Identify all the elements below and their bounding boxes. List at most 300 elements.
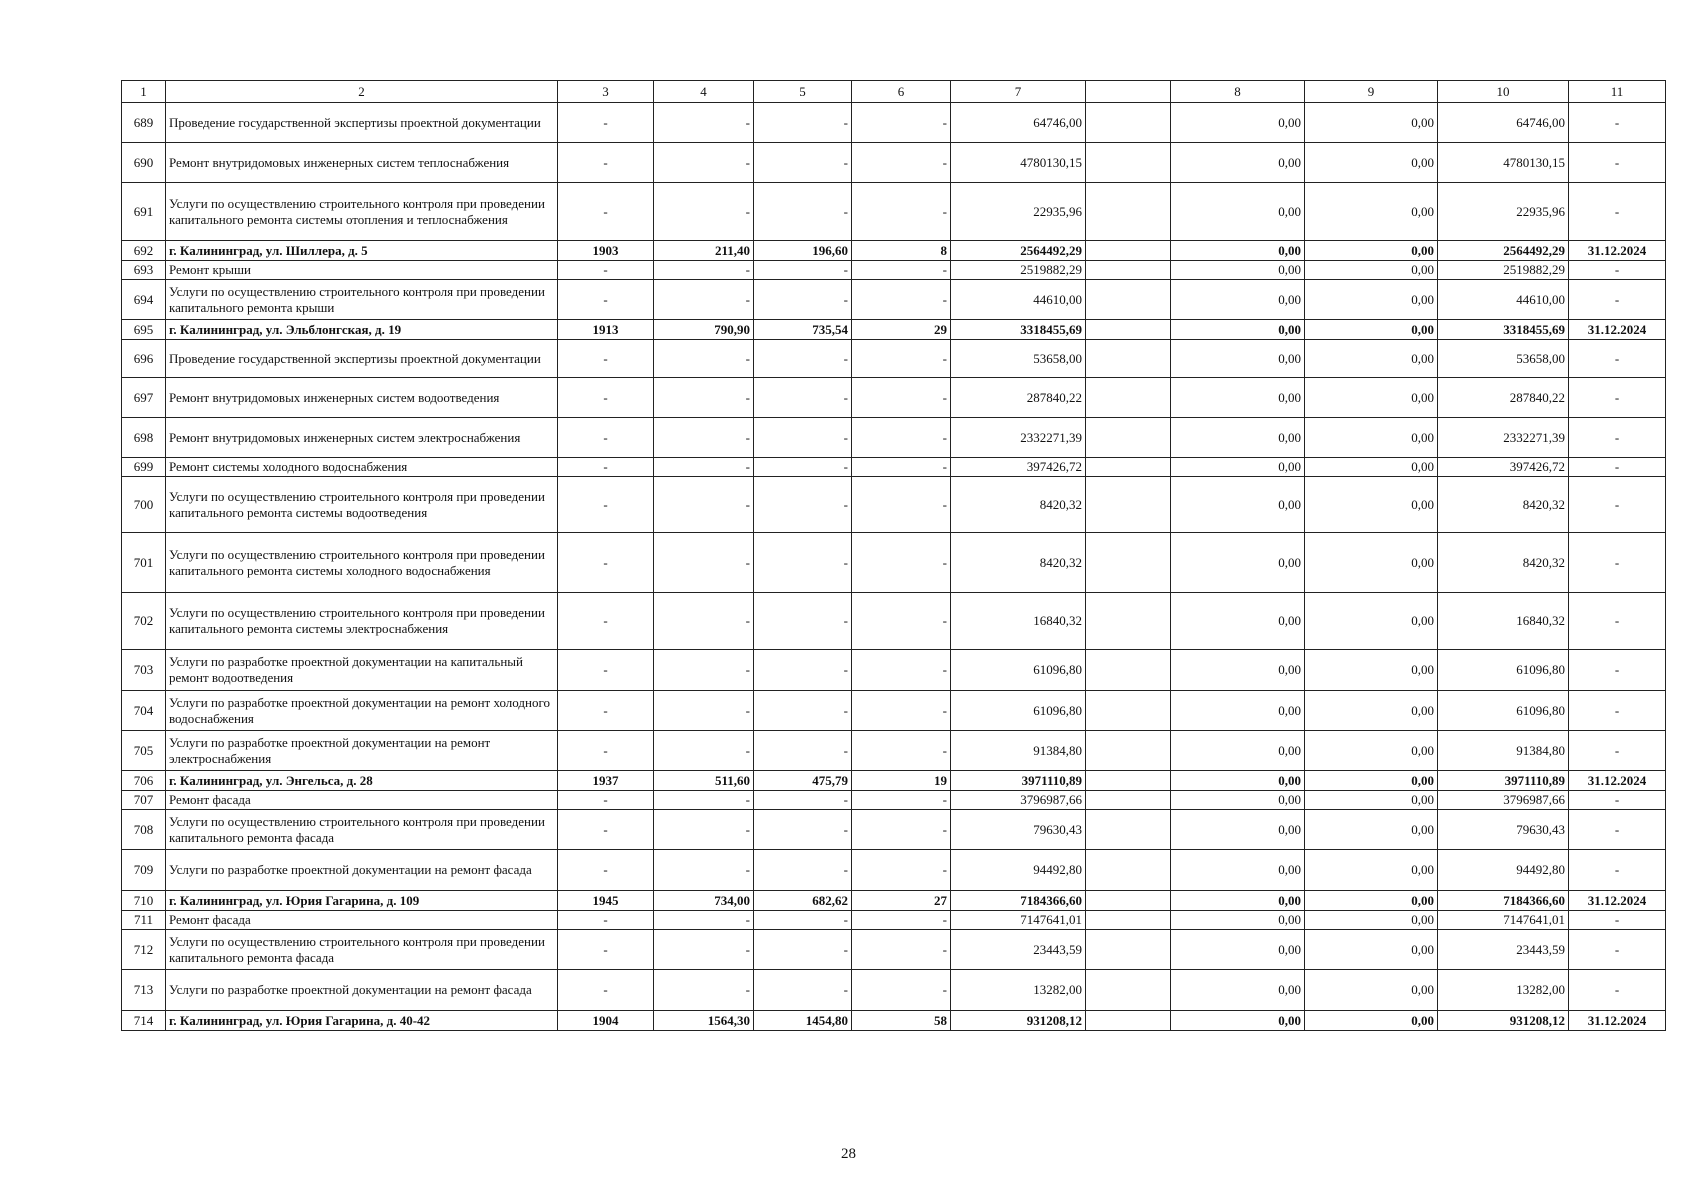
work-name-cell: Услуги по осуществлению строительного контроля при проведении капитального ремонта фасада [166,930,558,970]
owner-funds-cell: 94492,80 [1438,850,1569,891]
blank-cell [1086,593,1171,650]
year-cell: 1913 [558,320,654,340]
work-name-cell: г. Калининград, ул. Юрия Гагарина, д. 40-42 [166,1011,558,1031]
year-cell: - [558,791,654,810]
deadline-cell: - [1569,280,1666,320]
work-name-cell: Услуги по разработке проектной документации на ремонт холодного водоснабжения [166,691,558,731]
total-cost-cell: 7147641,01 [951,911,1086,930]
residents-count-cell: - [852,970,951,1011]
residents-count-cell: - [852,477,951,533]
year-cell: - [558,911,654,930]
fund-support-cell: 0,00 [1171,183,1305,241]
deadline-cell: - [1569,418,1666,458]
fund-support-cell: 0,00 [1171,261,1305,280]
total-area-cell: - [654,593,754,650]
total-cost-cell: 79630,43 [951,810,1086,850]
header-cell-10: 10 [1438,81,1569,103]
deadline-cell: - [1569,533,1666,593]
total-cost-cell: 61096,80 [951,650,1086,691]
fund-support-cell: 0,00 [1171,691,1305,731]
total-area-cell: 211,40 [654,241,754,261]
header-cell-4: 4 [654,81,754,103]
total-cost-cell: 3796987,66 [951,791,1086,810]
budget-cell: 0,00 [1305,771,1438,791]
work-row [122,477,1666,533]
deadline-cell: - [1569,731,1666,771]
residents-count-cell: - [852,593,951,650]
year-cell: - [558,378,654,418]
owner-funds-cell: 16840,32 [1438,593,1569,650]
residential-area-cell: - [754,340,852,378]
blank-cell [1086,477,1171,533]
row-number-cell: 689 [122,103,166,143]
residential-area-cell: - [754,691,852,731]
budget-cell: 0,00 [1305,1011,1438,1031]
total-cost-cell: 4780130,15 [951,143,1086,183]
owner-funds-cell: 44610,00 [1438,280,1569,320]
residents-count-cell: - [852,791,951,810]
total-cost-cell: 22935,96 [951,183,1086,241]
total-area-cell: - [654,810,754,850]
page-number: 28 [841,1146,856,1162]
residential-area-cell: - [754,143,852,183]
address-row [122,1011,1666,1031]
total-area-cell: 511,60 [654,771,754,791]
row-number-cell: 697 [122,378,166,418]
residents-count-cell: - [852,143,951,183]
residents-count-cell: - [852,183,951,241]
row-number-cell: 703 [122,650,166,691]
year-cell: - [558,103,654,143]
total-area-cell: - [654,691,754,731]
row-number-cell: 693 [122,261,166,280]
work-name-cell: Услуги по осуществлению строительного контроля при проведении капитального ремонта системы холодного водоснабжения [166,533,558,593]
year-cell: - [558,850,654,891]
work-row [122,280,1666,320]
year-cell: 1945 [558,891,654,911]
owner-funds-cell: 931208,12 [1438,1011,1569,1031]
row-number-cell: 692 [122,241,166,261]
owner-funds-cell: 4780130,15 [1438,143,1569,183]
work-name-cell: Услуги по осуществлению строительного контроля при проведении капитального ремонта системы водоотведения [166,477,558,533]
blank-cell [1086,970,1171,1011]
owner-funds-cell: 7184366,60 [1438,891,1569,911]
header-cell-6: 6 [852,81,951,103]
blank-cell [1086,241,1171,261]
total-area-cell: - [654,533,754,593]
budget-cell: 0,00 [1305,850,1438,891]
year-cell: - [558,650,654,691]
fund-support-cell: 0,00 [1171,143,1305,183]
blank-cell [1086,418,1171,458]
owner-funds-cell: 397426,72 [1438,458,1569,477]
blank-cell [1086,791,1171,810]
work-name-cell: Услуги по разработке проектной документации на ремонт фасада [166,850,558,891]
owner-funds-cell: 61096,80 [1438,650,1569,691]
header-cell-1: 1 [122,81,166,103]
residents-count-cell: - [852,458,951,477]
address-row [122,891,1666,911]
year-cell: - [558,731,654,771]
budget-cell: 0,00 [1305,477,1438,533]
blank-cell [1086,771,1171,791]
residential-area-cell: 196,60 [754,241,852,261]
work-name-cell: Услуги по разработке проектной документации на ремонт электроснабжения [166,731,558,771]
residents-count-cell: - [852,418,951,458]
fund-support-cell: 0,00 [1171,477,1305,533]
deadline-cell: 31.12.2024 [1569,771,1666,791]
owner-funds-cell: 64746,00 [1438,103,1569,143]
total-area-cell: - [654,731,754,771]
owner-funds-cell: 2332271,39 [1438,418,1569,458]
total-area-cell: 790,90 [654,320,754,340]
row-number-cell: 711 [122,911,166,930]
residents-count-cell: 58 [852,1011,951,1031]
deadline-cell: - [1569,477,1666,533]
work-row [122,143,1666,183]
total-cost-cell: 8420,32 [951,533,1086,593]
fund-support-cell: 0,00 [1171,418,1305,458]
year-cell: - [558,810,654,850]
residential-area-cell: - [754,593,852,650]
row-number-cell: 690 [122,143,166,183]
budget-cell: 0,00 [1305,458,1438,477]
address-row [122,320,1666,340]
deadline-cell: 31.12.2024 [1569,1011,1666,1031]
fund-support-cell: 0,00 [1171,850,1305,891]
work-row [122,593,1666,650]
deadline-cell: - [1569,691,1666,731]
row-number-cell: 707 [122,791,166,810]
year-cell: - [558,691,654,731]
total-area-cell: - [654,477,754,533]
budget-cell: 0,00 [1305,103,1438,143]
work-row [122,731,1666,771]
residents-count-cell: 19 [852,771,951,791]
budget-cell: 0,00 [1305,970,1438,1011]
total-cost-cell: 44610,00 [951,280,1086,320]
owner-funds-cell: 79630,43 [1438,810,1569,850]
work-name-cell: Проведение государственной экспертизы проектной документации [166,103,558,143]
total-cost-cell: 2519882,29 [951,261,1086,280]
total-cost-cell: 3318455,69 [951,320,1086,340]
year-cell: - [558,340,654,378]
residential-area-cell: - [754,418,852,458]
total-area-cell: - [654,280,754,320]
year-cell: - [558,477,654,533]
total-area-cell: - [654,791,754,810]
blank-cell [1086,378,1171,418]
blank-cell [1086,143,1171,183]
work-name-cell: Ремонт фасада [166,911,558,930]
fund-support-cell: 0,00 [1171,891,1305,911]
year-cell: - [558,533,654,593]
total-area-cell: - [654,183,754,241]
total-area-cell: - [654,261,754,280]
total-cost-cell: 397426,72 [951,458,1086,477]
residents-count-cell: 29 [852,320,951,340]
owner-funds-cell: 7147641,01 [1438,911,1569,930]
row-number-cell: 698 [122,418,166,458]
row-number-cell: 705 [122,731,166,771]
residents-count-cell: - [852,533,951,593]
year-cell: - [558,970,654,1011]
work-row [122,650,1666,691]
deadline-cell: - [1569,650,1666,691]
total-cost-cell: 2332271,39 [951,418,1086,458]
deadline-cell: - [1569,103,1666,143]
residents-count-cell: 27 [852,891,951,911]
total-area-cell: - [654,911,754,930]
work-name-cell: Ремонт системы холодного водоснабжения [166,458,558,477]
total-area-cell: - [654,850,754,891]
residential-area-cell: - [754,103,852,143]
work-row [122,930,1666,970]
deadline-cell: - [1569,850,1666,891]
total-cost-cell: 23443,59 [951,930,1086,970]
owner-funds-cell: 8420,32 [1438,477,1569,533]
blank-cell [1086,280,1171,320]
work-name-cell: Услуги по осуществлению строительного контроля при проведении капитального ремонта фасада [166,810,558,850]
residential-area-cell: - [754,378,852,418]
deadline-cell: - [1569,340,1666,378]
budget-cell: 0,00 [1305,320,1438,340]
budget-cell: 0,00 [1305,340,1438,378]
row-number-cell: 708 [122,810,166,850]
total-cost-cell: 287840,22 [951,378,1086,418]
total-area-cell: - [654,458,754,477]
work-name-cell: Ремонт крыши [166,261,558,280]
residents-count-cell: - [852,280,951,320]
deadline-cell: - [1569,378,1666,418]
residents-count-cell: - [852,731,951,771]
work-name-cell: Проведение государственной экспертизы проектной документации [166,340,558,378]
total-area-cell: - [654,340,754,378]
owner-funds-cell: 53658,00 [1438,340,1569,378]
budget-cell: 0,00 [1305,280,1438,320]
work-name-cell: Услуги по осуществлению строительного контроля при проведении капитального ремонта крыши [166,280,558,320]
residents-count-cell: - [852,911,951,930]
work-name-cell: г. Калининград, ул. Юрия Гагарина, д. 109 [166,891,558,911]
owner-funds-cell: 3796987,66 [1438,791,1569,810]
work-row [122,103,1666,143]
budget-cell: 0,00 [1305,183,1438,241]
blank-cell [1086,891,1171,911]
total-cost-cell: 61096,80 [951,691,1086,731]
total-cost-cell: 94492,80 [951,850,1086,891]
work-row [122,533,1666,593]
residential-area-cell: - [754,458,852,477]
row-number-cell: 694 [122,280,166,320]
year-cell: - [558,458,654,477]
year-cell: - [558,143,654,183]
work-row [122,691,1666,731]
row-number-cell: 713 [122,970,166,1011]
year-cell: 1937 [558,771,654,791]
row-number-cell: 704 [122,691,166,731]
year-cell: - [558,418,654,458]
row-number-cell: 709 [122,850,166,891]
year-cell: - [558,930,654,970]
residential-area-cell: - [754,280,852,320]
total-cost-cell: 931208,12 [951,1011,1086,1031]
fund-support-cell: 0,00 [1171,458,1305,477]
budget-cell: 0,00 [1305,378,1438,418]
blank-cell [1086,850,1171,891]
total-cost-cell: 8420,32 [951,477,1086,533]
fund-support-cell: 0,00 [1171,911,1305,930]
row-number-cell: 701 [122,533,166,593]
row-number-cell: 706 [122,771,166,791]
total-cost-cell: 16840,32 [951,593,1086,650]
residents-count-cell: - [852,378,951,418]
fund-support-cell: 0,00 [1171,340,1305,378]
address-row [122,241,1666,261]
residential-area-cell: - [754,261,852,280]
residential-area-cell: - [754,791,852,810]
year-cell: - [558,261,654,280]
residential-area-cell: - [754,731,852,771]
owner-funds-cell: 8420,32 [1438,533,1569,593]
total-area-cell: - [654,650,754,691]
total-cost-cell: 53658,00 [951,340,1086,378]
blank-cell [1086,320,1171,340]
fund-support-cell: 0,00 [1171,650,1305,691]
owner-funds-cell: 3318455,69 [1438,320,1569,340]
blank-cell [1086,650,1171,691]
total-cost-cell: 13282,00 [951,970,1086,1011]
fund-support-cell: 0,00 [1171,103,1305,143]
residential-area-cell: - [754,477,852,533]
deadline-cell: - [1569,911,1666,930]
residents-count-cell: - [852,930,951,970]
owner-funds-cell: 287840,22 [1438,378,1569,418]
deadline-cell: - [1569,930,1666,970]
owner-funds-cell: 22935,96 [1438,183,1569,241]
deadline-cell: - [1569,593,1666,650]
budget-cell: 0,00 [1305,593,1438,650]
deadline-cell: 31.12.2024 [1569,891,1666,911]
work-name-cell: г. Калининград, ул. Шиллера, д. 5 [166,241,558,261]
residents-count-cell: - [852,650,951,691]
fund-support-cell: 0,00 [1171,533,1305,593]
budget-cell: 0,00 [1305,791,1438,810]
total-area-cell: - [654,418,754,458]
blank-cell [1086,458,1171,477]
row-number-cell: 695 [122,320,166,340]
deadline-cell: - [1569,458,1666,477]
row-number-cell: 702 [122,593,166,650]
residential-area-cell: - [754,911,852,930]
total-cost-cell: 91384,80 [951,731,1086,771]
budget-cell: 0,00 [1305,891,1438,911]
owner-funds-cell: 3971110,89 [1438,771,1569,791]
work-name-cell: Ремонт внутридомовых инженерных систем водоотведения [166,378,558,418]
total-area-cell: - [654,143,754,183]
header-cell-9: 9 [1305,81,1438,103]
year-cell: 1904 [558,1011,654,1031]
fund-support-cell: 0,00 [1171,810,1305,850]
year-cell: 1903 [558,241,654,261]
blank-cell [1086,261,1171,280]
header-cell-2: 2 [166,81,558,103]
blank-cell [1086,533,1171,593]
fund-support-cell: 0,00 [1171,930,1305,970]
blank-cell [1086,1011,1171,1031]
deadline-cell: - [1569,143,1666,183]
header-cell-8: 8 [1171,81,1305,103]
budget-cell: 0,00 [1305,810,1438,850]
owner-funds-cell: 91384,80 [1438,731,1569,771]
residential-area-cell: - [754,850,852,891]
fund-support-cell: 0,00 [1171,593,1305,650]
work-row [122,911,1666,930]
total-area-cell: - [654,970,754,1011]
residents-count-cell: - [852,103,951,143]
residential-area-cell: - [754,970,852,1011]
budget-cell: 0,00 [1305,241,1438,261]
address-row [122,771,1666,791]
residential-area-cell: 682,62 [754,891,852,911]
total-cost-cell: 7184366,60 [951,891,1086,911]
blank-cell [1086,691,1171,731]
total-area-cell: - [654,378,754,418]
work-name-cell: Услуги по осуществлению строительного контроля при проведении капитального ремонта системы отопления и теплоснабжения [166,183,558,241]
header-cell-blank [1086,81,1171,103]
row-number-cell: 696 [122,340,166,378]
fund-support-cell: 0,00 [1171,791,1305,810]
residents-count-cell: - [852,810,951,850]
row-number-cell: 700 [122,477,166,533]
fund-support-cell: 0,00 [1171,378,1305,418]
row-number-cell: 691 [122,183,166,241]
residents-count-cell: - [852,850,951,891]
work-name-cell: Услуги по осуществлению строительного контроля при проведении капитального ремонта системы электроснабжения [166,593,558,650]
fund-support-cell: 0,00 [1171,970,1305,1011]
total-area-cell: 734,00 [654,891,754,911]
blank-cell [1086,911,1171,930]
fund-support-cell: 0,00 [1171,280,1305,320]
deadline-cell: - [1569,810,1666,850]
row-number-cell: 699 [122,458,166,477]
residents-count-cell: - [852,340,951,378]
work-row [122,378,1666,418]
residential-area-cell: - [754,533,852,593]
header-cell-5: 5 [754,81,852,103]
budget-cell: 0,00 [1305,911,1438,930]
deadline-cell: - [1569,791,1666,810]
total-area-cell: - [654,103,754,143]
residential-area-cell: 475,79 [754,771,852,791]
year-cell: - [558,593,654,650]
residents-count-cell: - [852,691,951,731]
fund-support-cell: 0,00 [1171,320,1305,340]
work-name-cell: Ремонт внутридомовых инженерных систем электроснабжения [166,418,558,458]
owner-funds-cell: 61096,80 [1438,691,1569,731]
budget-cell: 0,00 [1305,143,1438,183]
budget-cell: 0,00 [1305,930,1438,970]
owner-funds-cell: 2519882,29 [1438,261,1569,280]
work-row [122,810,1666,850]
work-name-cell: Услуги по разработке проектной документации на капитальный ремонт водоотведения [166,650,558,691]
work-name-cell: Ремонт внутридомовых инженерных систем теплоснабжения [166,143,558,183]
blank-cell [1086,340,1171,378]
work-row [122,340,1666,378]
header-cell-11: 11 [1569,81,1666,103]
budget-cell: 0,00 [1305,533,1438,593]
residential-area-cell: - [754,650,852,691]
work-row [122,261,1666,280]
